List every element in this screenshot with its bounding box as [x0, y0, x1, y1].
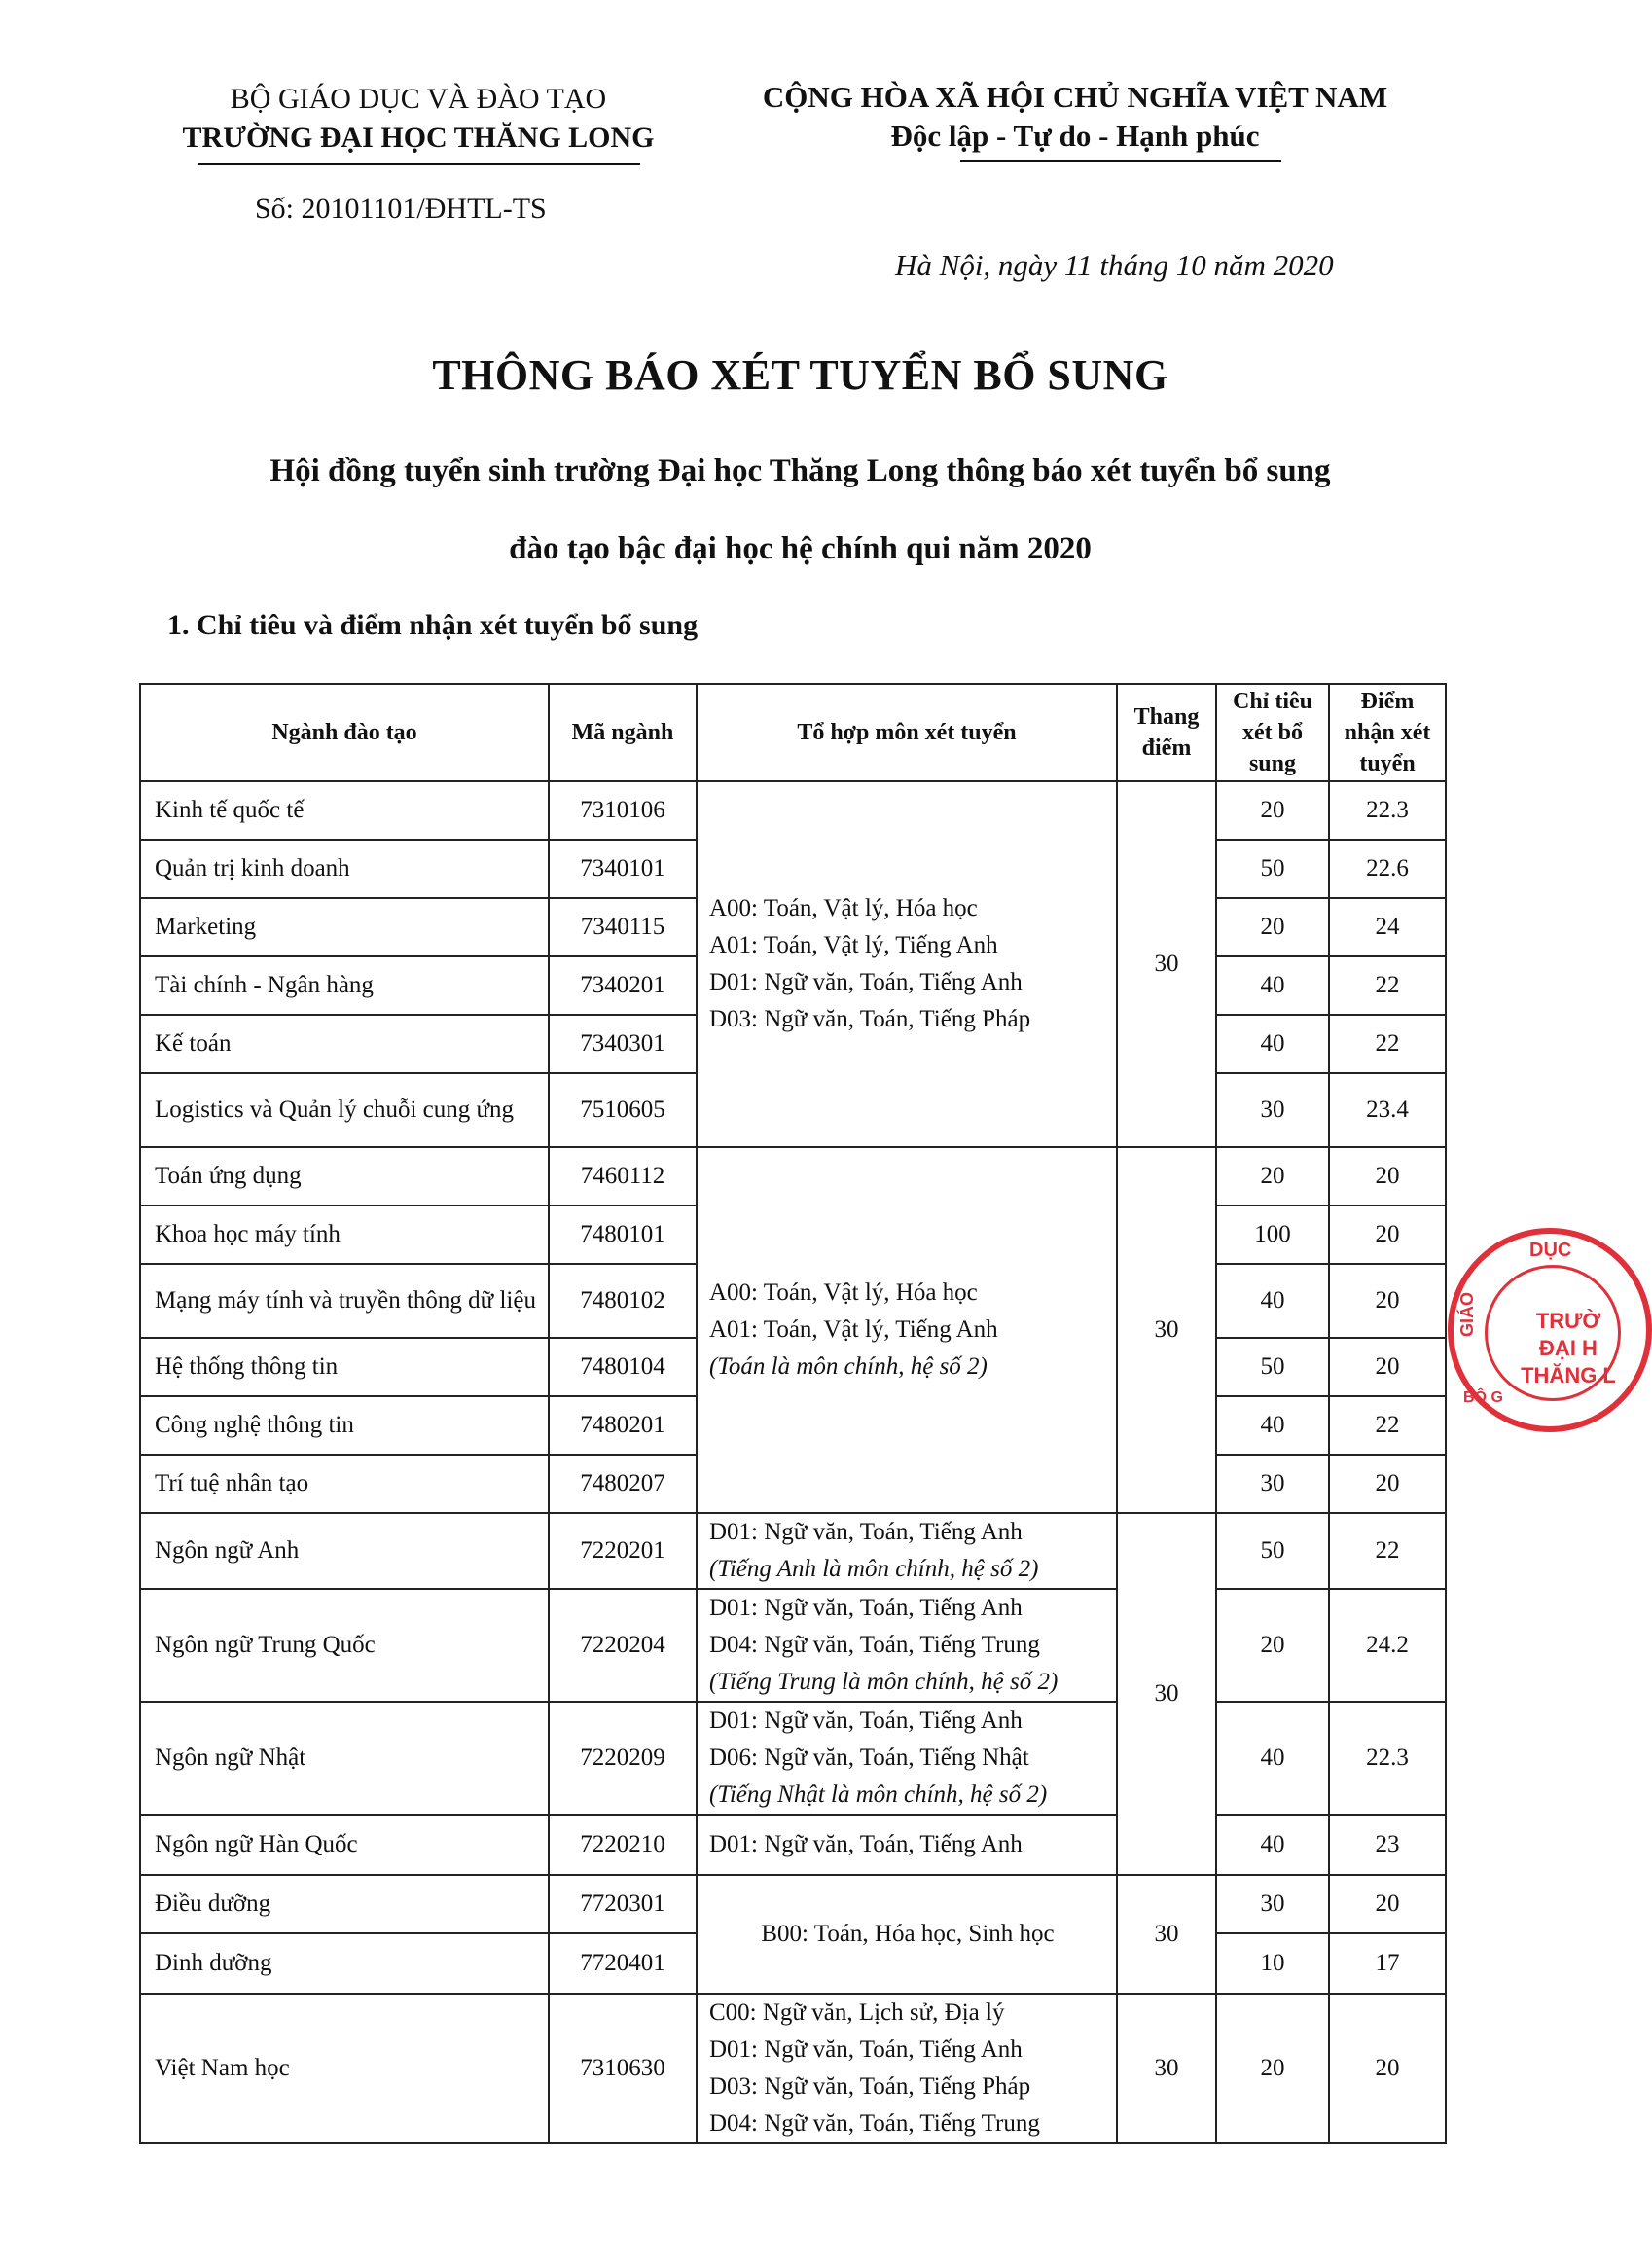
cell-score: 22: [1329, 1396, 1446, 1455]
cell-score: 22: [1329, 1513, 1446, 1589]
cell-major: Ngôn ngữ Anh: [140, 1513, 549, 1589]
cell-major: Việt Nam học: [140, 1994, 549, 2143]
cell-quota: 30: [1216, 1073, 1329, 1147]
cell-code: 7310630: [549, 1994, 697, 2143]
header-scale: Thang điểm: [1117, 684, 1216, 781]
cell-code: 7720401: [549, 1933, 697, 1994]
cell-quota: 50: [1216, 1513, 1329, 1589]
cell-scale-vietnam: 30: [1117, 1994, 1216, 2143]
cell-major: Quản trị kinh doanh: [140, 840, 549, 898]
cell-major: Toán ứng dụng: [140, 1147, 549, 1206]
cell-scale-languages: 30: [1117, 1513, 1216, 1875]
cell-combo-korean: D01: Ngữ văn, Toán, Tiếng Anh: [697, 1815, 1117, 1875]
header-right-rule: [960, 160, 1281, 162]
seal-clip: [1448, 1228, 1616, 1520]
table-row: [140, 1994, 1446, 2143]
university-name: TRƯỜNG ĐẠI HỌC THĂNG LONG: [182, 122, 655, 154]
republic-name: CỘNG HÒA XÃ HỘI CHỦ NGHĨA VIỆT NAM: [762, 80, 1388, 114]
cell-score: 20: [1329, 1264, 1446, 1338]
seal-ring-text-bottom: BỘ G: [1463, 1389, 1503, 1406]
cell-major: Công nghệ thông tin: [140, 1396, 549, 1455]
cell-major: Ngôn ngữ Nhật: [140, 1702, 549, 1815]
cell-major: Tài chính - Ngân hàng: [140, 956, 549, 1015]
header-combo: Tổ hợp môn xét tuyển: [697, 684, 1117, 781]
cell-major: Kế toán: [140, 1015, 549, 1073]
cell-code: 7480104: [549, 1338, 697, 1396]
header-left: [146, 80, 691, 158]
cell-code: 7310106: [549, 781, 697, 840]
cell-quota: 40: [1216, 956, 1329, 1015]
cell-major: Logistics và Quản lý chuỗi cung ứng: [140, 1073, 549, 1147]
table-row: [140, 781, 1446, 840]
section-heading: 1. Chỉ tiêu và điểm nhận xét tuyển bổ sung: [167, 609, 699, 641]
cell-score: 22.6: [1329, 840, 1446, 898]
cell-quota: 40: [1216, 1015, 1329, 1073]
cell-quota: 20: [1216, 1147, 1329, 1206]
document-title: THÔNG BÁO XÉT TUYỂN BỔ SUNG: [432, 351, 1168, 399]
cell-quota: 20: [1216, 1589, 1329, 1702]
cell-score: 23.4: [1329, 1073, 1446, 1147]
header-quota: Chỉ tiêu xét bổ sung: [1216, 684, 1329, 781]
seal-ring-text-left: GIÁO: [1457, 1292, 1477, 1338]
cell-score: 24.2: [1329, 1589, 1446, 1702]
cell-quota: 20: [1216, 781, 1329, 840]
cell-major: Trí tuệ nhân tạo: [140, 1455, 549, 1513]
admission-table: [139, 683, 1447, 2144]
cell-code: 7480201: [549, 1396, 697, 1455]
header-left-rule: [198, 163, 640, 165]
cell-quota: 40: [1216, 1702, 1329, 1815]
cell-quota: 20: [1216, 898, 1329, 956]
cell-quota: 30: [1216, 1875, 1329, 1933]
cell-quota: 50: [1216, 1338, 1329, 1396]
cell-quota: 10: [1216, 1933, 1329, 1994]
ministry-name: BỘ GIÁO DỤC VÀ ĐÀO TẠO: [230, 83, 607, 115]
header-code: Mã ngành: [549, 684, 697, 781]
cell-major: Marketing: [140, 898, 549, 956]
cell-quota: 100: [1216, 1206, 1329, 1264]
cell-score: 22.3: [1329, 781, 1446, 840]
cell-code: 7220210: [549, 1815, 697, 1875]
university-seal: [1448, 1228, 1652, 1432]
cell-code: 7340101: [549, 840, 697, 898]
cell-score: 22: [1329, 956, 1446, 1015]
cell-score: 17: [1329, 1933, 1446, 1994]
cell-quota: 40: [1216, 1815, 1329, 1875]
cell-scale-economics: 30: [1117, 781, 1216, 1147]
header-right: [725, 78, 1425, 156]
cell-score: 20: [1329, 1147, 1446, 1206]
cell-code: 7480101: [549, 1206, 697, 1264]
cell-combo-japanese: D01: Ngữ văn, Toán, Tiếng Anh D06: Ngữ văn, Toán, Tiếng Nhật (Tiếng Nhật là môn chính, hệ số 2): [697, 1702, 1117, 1815]
subtitle-line-1: Hội đồng tuyển sinh trường Đại học Thăng Long thông báo xét tuyển bổ sung: [269, 453, 1331, 488]
cell-major: Khoa học máy tính: [140, 1206, 549, 1264]
cell-major: Dinh dưỡng: [140, 1933, 549, 1994]
cell-code: 7460112: [549, 1147, 697, 1206]
cell-major: Điều dưỡng: [140, 1875, 549, 1933]
document-number: Số: 20101101/ĐHTL-TS: [255, 193, 547, 225]
cell-score: 23: [1329, 1815, 1446, 1875]
cell-major: Mạng máy tính và truyền thông dữ liệu: [140, 1264, 549, 1338]
cell-code: 7720301: [549, 1875, 697, 1933]
cell-combo-chinese: D01: Ngữ văn, Toán, Tiếng Anh D04: Ngữ văn, Toán, Tiếng Trung (Tiếng Trung là môn chính, hệ số 2): [697, 1589, 1117, 1702]
table-header-row: [140, 684, 1446, 781]
document-date: Hà Nội, ngày 11 tháng 10 năm 2020: [895, 248, 1334, 282]
cell-combo-health: B00: Toán, Hóa học, Sinh học: [697, 1875, 1117, 1994]
cell-scale-it: 30: [1117, 1147, 1216, 1513]
header-score: Điểm nhận xét tuyển: [1329, 684, 1446, 781]
cell-code: 7340115: [549, 898, 697, 956]
cell-score: 20: [1329, 1206, 1446, 1264]
table-row: [140, 1147, 1446, 1206]
table-row: [140, 1513, 1446, 1589]
cell-major: Kinh tế quốc tế: [140, 781, 549, 840]
cell-quota: 20: [1216, 1994, 1329, 2143]
cell-major: Hệ thống thông tin: [140, 1338, 549, 1396]
cell-score: 24: [1329, 898, 1446, 956]
cell-code: 7480102: [549, 1264, 697, 1338]
cell-score: 22: [1329, 1015, 1446, 1073]
cell-code: 7220209: [549, 1702, 697, 1815]
cell-code: 7510605: [549, 1073, 697, 1147]
cell-major: Ngôn ngữ Trung Quốc: [140, 1589, 549, 1702]
cell-code: 7220201: [549, 1513, 697, 1589]
cell-quota: 30: [1216, 1455, 1329, 1513]
cell-combo-it: A00: Toán, Vật lý, Hóa học A01: Toán, Vật lý, Tiếng Anh (Toán là môn chính, hệ số 2): [697, 1147, 1117, 1513]
cell-code: 7340301: [549, 1015, 697, 1073]
cell-quota: 40: [1216, 1264, 1329, 1338]
cell-quota: 50: [1216, 840, 1329, 898]
cell-score: 20: [1329, 1338, 1446, 1396]
seal-center-text: TRƯỜ ĐẠI H THĂNG L: [1521, 1309, 1616, 1387]
cell-combo-vietnam: C00: Ngữ văn, Lịch sử, Địa lý D01: Ngữ văn, Toán, Tiếng Anh D03: Ngữ văn, Toán, Tiếng Pháp D04: Ngữ văn, Toán, Tiếng Trung: [697, 1994, 1117, 2143]
cell-code: 7220204: [549, 1589, 697, 1702]
table-row: [140, 1815, 1446, 1875]
subtitle-line-2: đào tạo bậc đại học hệ chính qui năm 2020: [509, 531, 1092, 566]
cell-score: 20: [1329, 1875, 1446, 1933]
cell-major: Ngôn ngữ Hàn Quốc: [140, 1815, 549, 1875]
seal-ring-text-top: DỤC: [1529, 1240, 1572, 1261]
table-row: [140, 1702, 1446, 1815]
cell-scale-health: 30: [1117, 1875, 1216, 1994]
cell-quota: 40: [1216, 1396, 1329, 1455]
cell-combo-economics: A00: Toán, Vật lý, Hóa học A01: Toán, Vật lý, Tiếng Anh D01: Ngữ văn, Toán, Tiếng Anh D03: Ngữ văn, Toán, Tiếng Pháp: [697, 781, 1117, 1147]
cell-score: 20: [1329, 1994, 1446, 2143]
table-row: [140, 1589, 1446, 1702]
cell-score: 22.3: [1329, 1702, 1446, 1815]
motto: Độc lập - Tự do - Hạnh phúc: [890, 119, 1260, 153]
cell-combo-english: D01: Ngữ văn, Toán, Tiếng Anh (Tiếng Anh là môn chính, hệ số 2): [697, 1513, 1117, 1589]
header-major: Ngành đào tạo: [140, 684, 549, 781]
cell-score: 20: [1329, 1455, 1446, 1513]
cell-code: 7480207: [549, 1455, 697, 1513]
table-row: [140, 1875, 1446, 1933]
cell-code: 7340201: [549, 956, 697, 1015]
